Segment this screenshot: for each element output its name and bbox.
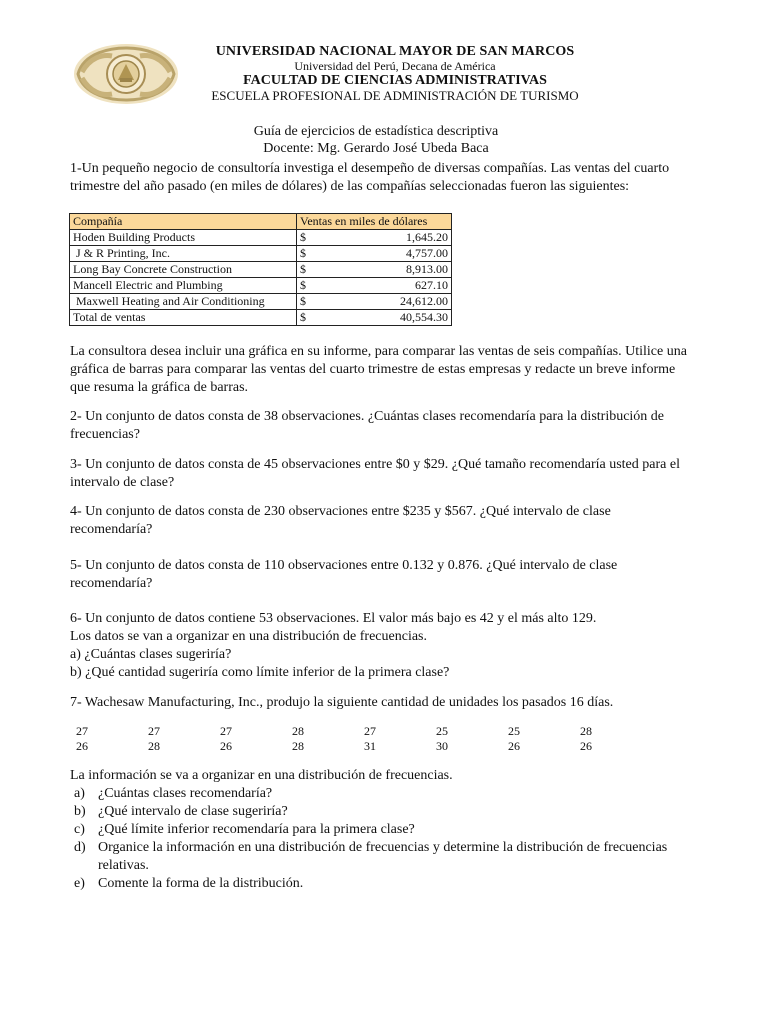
list-text: Organice la información en una distribución de frecuencias y determine la distribución de frecuencias relativas.	[98, 840, 668, 873]
data-value: 26	[580, 739, 592, 753]
university-name: UNIVERSIDAD NACIONAL MAYOR DE SAN MARCOS	[215, 44, 575, 59]
currency-symbol: $	[300, 246, 306, 260]
data-value: 26	[508, 739, 520, 753]
list-item	[70, 821, 690, 839]
list-item	[70, 839, 690, 875]
question-1-intro: 1-Un pequeño negocio de consultoría investiga el desempeño de diversas compañías. Las ventas del cuarto trimestre del año pasado (en miles de dólares) de las compañías seleccionadas fueron las siguientes:	[70, 161, 670, 194]
header-company: Compañía	[70, 214, 297, 230]
list-marker: e)	[74, 876, 85, 891]
company-cell: J & R Printing, Inc.	[70, 246, 297, 262]
data-value: 27	[148, 724, 160, 738]
sales-cell	[297, 246, 452, 262]
data-value: 27	[76, 724, 88, 738]
document-header	[180, 44, 610, 103]
list-text: ¿Cuántas clases recomendaría?	[98, 786, 273, 801]
question-3: 3- Un conjunto de datos consta de 45 observaciones entre $0 y $29. ¿Qué tamaño recomendaría usted para el intervalo de clase?	[70, 457, 680, 490]
sales-cell	[297, 294, 452, 310]
table-row	[70, 278, 452, 294]
currency-symbol: $	[300, 262, 306, 276]
question-4: 4- Un conjunto de datos consta de 230 observaciones entre $235 y $567. ¿Qué intervalo de clase recomendaría?	[70, 504, 611, 537]
data-value: 26	[76, 739, 88, 753]
table-header-row	[70, 214, 452, 230]
guide-title: Guía de ejercicios de estadística descriptiva	[253, 124, 499, 139]
company-cell: Mancell Electric and Plumbing	[70, 278, 297, 294]
document-titles	[0, 124, 752, 158]
data-value: 28	[292, 724, 304, 738]
header-sales: Ventas en miles de dólares	[297, 214, 452, 230]
sales-value: 8,913.00	[406, 262, 448, 276]
table-row	[70, 262, 452, 278]
list-marker: c)	[74, 822, 85, 837]
sales-value: 1,645.20	[406, 230, 448, 244]
data-value: 28	[292, 739, 304, 753]
data-value: 25	[436, 724, 448, 738]
list-item	[70, 785, 690, 803]
currency-symbol: $	[300, 230, 306, 244]
question-1-follow: La consultora desea incluir una gráfica en su informe, para comparar las ventas de seis compañías. Utilice una gráfica de barras para comparar las ventas del cuarto trimestre de estas empresas y redacte un breve informe que resuma la gráfica de barras.	[70, 344, 687, 395]
data-row	[76, 739, 652, 754]
company-cell: Maxwell Heating and Air Conditioning	[70, 294, 297, 310]
sales-table	[69, 213, 452, 326]
total-label-cell: Total de ventas	[70, 310, 297, 326]
data-value: 28	[580, 724, 592, 738]
faculty-name: FACULTAD DE CIENCIAS ADMINISTRATIVAS	[243, 73, 547, 89]
question-7-follow: La información se va a organizar en una distribución de frecuencias.	[70, 768, 453, 783]
company-cell: Hoden Building Products	[70, 230, 297, 246]
school-name: ESCUELA PROFESIONAL DE ADMINISTRACIÓN DE TURISMO	[211, 87, 579, 103]
list-item	[70, 803, 690, 821]
question-7-list	[70, 767, 690, 893]
currency-symbol: $	[300, 294, 306, 308]
data-value: 31	[364, 739, 376, 753]
data-value: 30	[436, 739, 448, 753]
data-row	[76, 724, 652, 739]
sales-value: 627.10	[415, 278, 448, 292]
list-text: ¿Qué límite inferior recomendaría para la primera clase?	[98, 822, 415, 837]
sales-value: 4,757.00	[406, 246, 448, 260]
teacher-line: Docente: Mg. Gerardo José Ubeda Baca	[263, 140, 489, 156]
sales-cell	[297, 278, 452, 294]
table-total-row	[70, 310, 452, 326]
total-value-cell	[297, 310, 452, 326]
production-data-grid	[76, 724, 652, 754]
sales-value: 24,612.00	[400, 294, 448, 308]
data-value: 28	[148, 739, 160, 753]
list-item	[70, 875, 690, 893]
list-marker: b)	[74, 804, 86, 819]
list-text: Comente la forma de la distribución.	[98, 876, 304, 891]
data-value: 27	[364, 724, 376, 738]
university-seal-logo	[72, 42, 180, 106]
data-value: 25	[508, 724, 520, 738]
question-7-intro: 7- Wachesaw Manufacturing, Inc., produjo la siguiente cantidad de unidades los pasados 16 días.	[70, 695, 614, 710]
currency-symbol: $	[300, 278, 306, 292]
list-marker: d)	[74, 840, 86, 855]
currency-symbol: $	[300, 310, 306, 324]
question-2: 2- Un conjunto de datos consta de 38 observaciones. ¿Cuántas clases recomendaría para la distribución de frecuencias?	[70, 409, 665, 442]
university-subtitle: Universidad del Perú, Decana de América	[294, 58, 496, 73]
table-row	[70, 246, 452, 262]
question-5: 5- Un conjunto de datos consta de 110 observaciones entre 0.132 y 0.876. ¿Qué intervalo de clase recomendaría?	[70, 558, 618, 591]
data-value: 26	[220, 739, 232, 753]
company-cell: Long Bay Concrete Construction	[70, 262, 297, 278]
table-row	[70, 230, 452, 246]
list-marker: a)	[74, 786, 85, 801]
data-value: 27	[220, 724, 232, 738]
sales-cell	[297, 262, 452, 278]
sales-cell	[297, 230, 452, 246]
question-6: 6- Un conjunto de datos contiene 53 observaciones. El valor más bajo es 42 y el más alto 129. Los datos se van a organizar en una distribución de frecuencias. a) ¿Cuántas clases sugeriría? b) ¿Qué cantidad sugeriría como límite inferior de la primera clase?	[70, 611, 597, 680]
total-value: 40,554.30	[400, 310, 448, 324]
list-text: ¿Qué intervalo de clase sugeriría?	[98, 804, 288, 819]
table-row	[70, 294, 452, 310]
